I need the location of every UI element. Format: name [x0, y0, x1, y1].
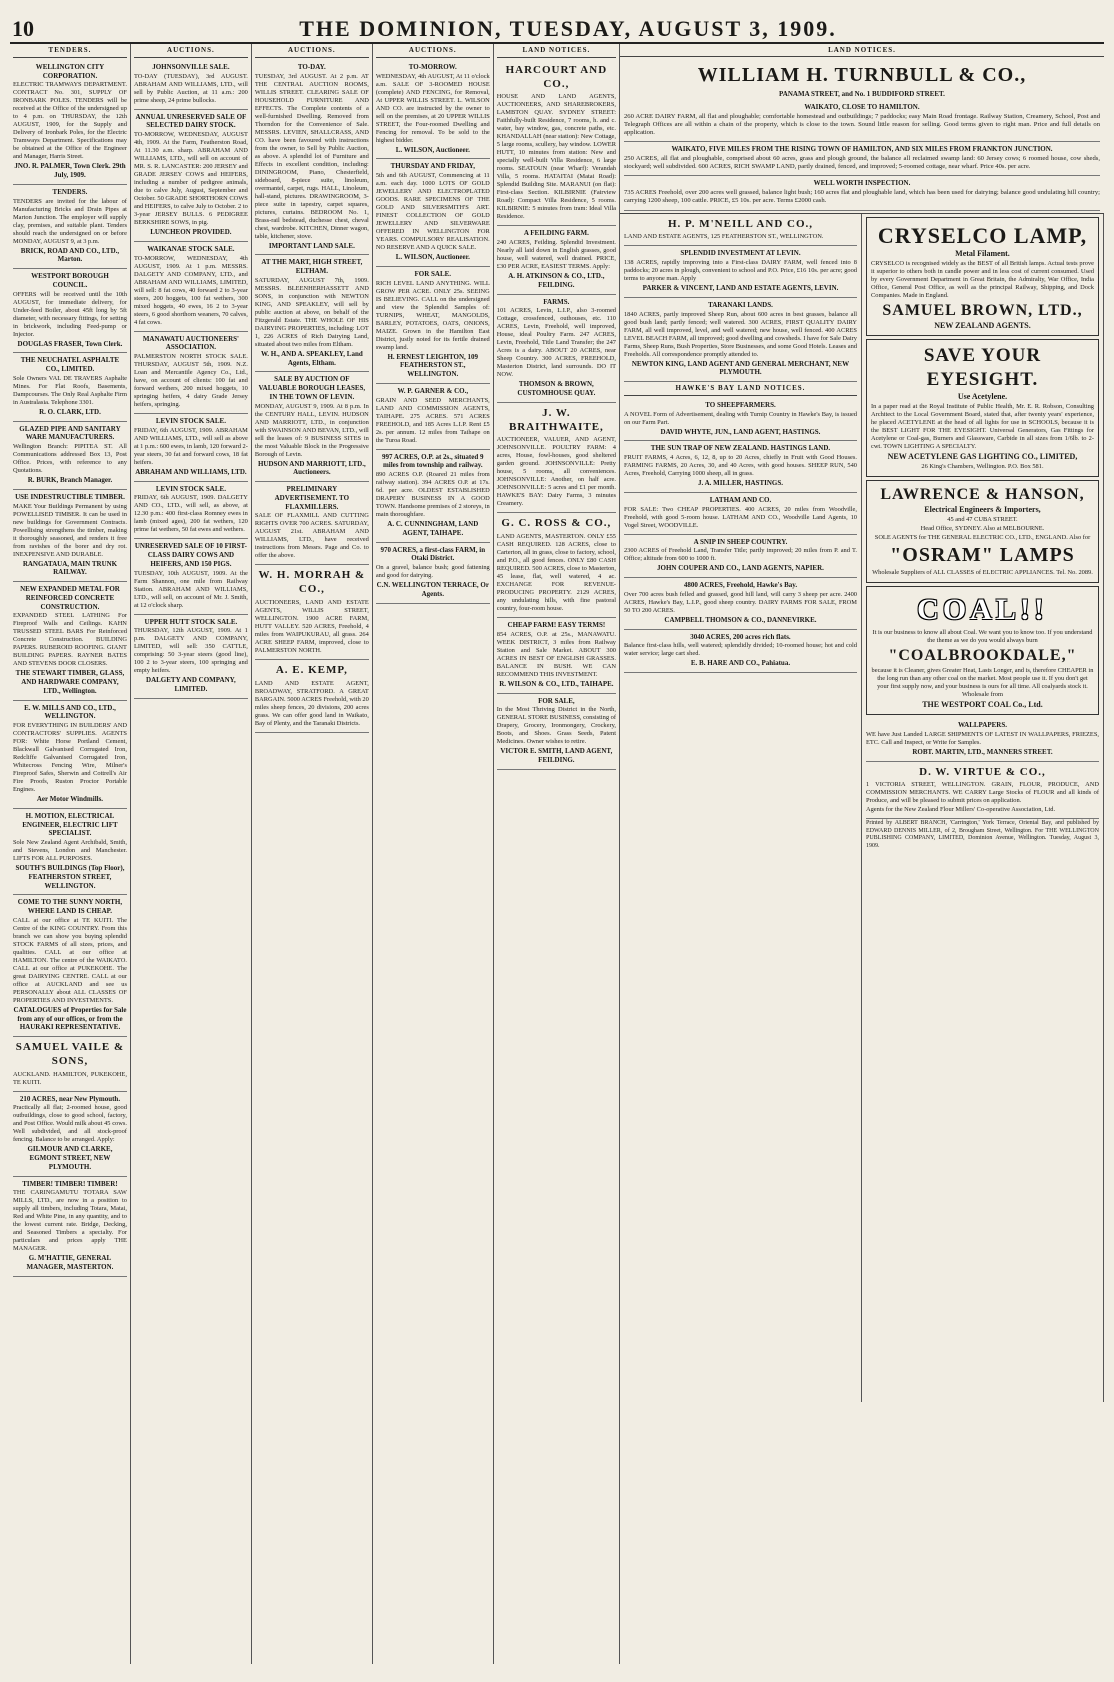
ad-heading: TIMBER! TIMBER! TIMBER! [22, 1179, 118, 1188]
ad-heading: WAIKATO, CLOSE TO HAMILTON. [804, 102, 920, 111]
ad-body: GRAIN AND SEED MERCHANTS, LAND AND COMMISSION AGENTS, TAIHAPE. 275 ACRES. 571 ACRES FREEHOLD, and 185 Acres L.I.P. Rent £5 2s. per annum. 12 miles from Taihape on the Turoa Road. [375, 396, 490, 444]
virtue-text: 1 VICTORIA STREET, WELLINGTON. GRAIN, FLOUR, PRODUCE, AND COMMISSION MERCHANTS. WE CARRY Large Stocks of FLOUR and all kinds of Produce, and will be pleased to submit prices on application. [865, 781, 1099, 805]
classified-ad [497, 403, 616, 514]
ad-signature: IMPORTANT LAND SALE. [268, 241, 355, 250]
ad-body: On a gravel, balance bush; good fattening and good for dairying. [375, 564, 490, 579]
ad-signature: HUDSON AND MARRIOTT, LTD., Auctioneers. [257, 459, 366, 477]
classified-ad [497, 513, 616, 618]
ad-heading: JOHNSONVILLE SALE. [152, 62, 230, 71]
ad-signature: ABRAHAM AND WILLIAMS, LTD. [135, 467, 247, 476]
classified-ad [624, 298, 857, 382]
ad-title: HARCOURT AND CO., [505, 63, 608, 90]
ad-body: LAND AND ESTATE AGENT, BROADWAY, STRATFORD. A GREAT BARGAIN. 5000 ACRES Freehold, with 20 miles sheep fences, 20 divisions, 200 acres grass. We can offer good land in Waikato, Bay of Plenty, and the Taranaki Districts. [254, 679, 369, 727]
ad-heading: TENDERS. [52, 187, 88, 196]
ad-heading: USE INDESTRUCTIBLE TIMBER. [15, 492, 125, 501]
ad-body: 138 ACRES, rapidly improving into a First-class DAIRY FARM, well fenced into 8 paddocks; 20 acres in plough, convenient to school and P.O. Price, £16 10s. per acre; good terms to anyone man. Apply [623, 259, 857, 283]
acetylene-ad [866, 339, 1099, 477]
virtue-ad [866, 762, 1099, 820]
ad-body: 735 ACRES Freehold, over 200 acres well grassed, balance light bush; 160 acres flat and ploughable land, which has been used for dairying; balance good undulating hill country; carrying 1200 sheep, 100 cattle. PRICE, £5 10s. per acre. Terms £2000 cash. [623, 189, 1100, 205]
ad-signature: SOUTH'S BUILDINGS (Top Floor), FEATHERSTON STREET, WELLINGTON. [15, 864, 125, 890]
ad-body: FOR EVERYTHING IN BUILDERS' AND CONTRACTORS' SUPPLIES. AGENTS FOR: White Horse Portland Cement, Blackwall Galvanised Corrugated Iron, Redcliffe Galvanised Corrugated Iron, Whitecross Fencing Wire, Milner's Fireproof Safes, Sherwin and Cottrell's Air Fire Proofs, Ruston Proctor Portable Engines. [13, 722, 127, 793]
ad-body: TUESDAY, 10th AUGUST, 1909. At the Farm Shannon, one mile from Railway Station. ABRAHAM AND WILLIAMS, LTD., will sell, on account of Mr. J. Smith, at 12 o'clock sharp. [133, 569, 248, 609]
ad-body: SATURDAY, AUGUST 7th, 1909. MESSRS. BLEENHERHASSETT AND SONS, in conjunction with NEWTON KING, AND SPEAKLEY, will sell by public auction at above, on behalf of the Fitzgerald Estate. THE WHOLE OF HIS DAIRYING PROPERTIES, including: LOT 1, 226 ACRES of Rich Dairying Land, situated about two miles from Eltham. [254, 276, 369, 348]
ad-signature: Aer Motor Windmills. [36, 795, 104, 803]
ad-signature: JNO. R. PALMER, Town Clerk. 29th July, 1909. [14, 162, 126, 179]
ad-heading: W. P. GARNER & CO., [397, 386, 469, 395]
wallpapers-heading: WALLPAPERS. [957, 721, 1008, 730]
ad-heading: A SNIP IN SHEEP COUNTRY. [693, 537, 788, 546]
land-lower-right [862, 214, 1104, 1402]
ad-body: A NOVEL Form of Advertisement, dealing with Turnip Country in Hawke's Bay, is issued on our Farm Part. [623, 410, 857, 426]
osram-firm-sub: Electrical Engineers & Importers, [924, 504, 1041, 514]
classified-ad [134, 539, 248, 614]
ad-body: SALE OF FLAXMILL AND CUTTING RIGHTS OVER 700 ACRES. SATURDAY, AUGUST 21st. ABRAHAM AND WILLIAMS, LTD., have received instructions from Messrs. Page and Co. to offer the above. [254, 512, 369, 560]
ad-heading: WESTPORT BOROUGH COUNCIL. [31, 272, 109, 289]
column-land-notices-1 [494, 44, 620, 1664]
column-auctions-3 [373, 44, 494, 1664]
osram-text: Wholesale Suppliers of ALL CLASSES of ELECTRIC APPLIANCES. Tel. No. 2089. [872, 568, 1093, 576]
cryselco-title: CRYSELCO LAMP, [877, 222, 1088, 248]
ad-body: Practically all flat; 2-roomed house, good outbuildings, close to good school, factory, and Post Office. Would milk about 45 cows. Well subdivided, and all stock-proof fencing. Balance to be arranged. Apply: [13, 1104, 127, 1144]
classified-ad [13, 1037, 127, 1092]
ad-heading: 210 ACRES, near New Plymouth. [19, 1094, 121, 1103]
classified-ad [134, 242, 248, 332]
column-heading: AUCTIONS. [134, 44, 248, 58]
classified-ad [497, 60, 616, 227]
ad-body: AUCKLAND. HAMILTON, PUKEKOHE, TE KUITI. [13, 1070, 127, 1086]
ad-heading: FARMS. [543, 297, 570, 306]
ad-heading: THURSDAY AND FRIDAY, [390, 162, 475, 171]
ad-heading: GLAZED PIPE AND SANITARY WARE MANUFACTURERS. [19, 424, 121, 442]
ad-heading: 970 ACRES, a first-class FARM, in Otaki District. [380, 545, 486, 563]
ad-signature: J. A. MILLER, HASTINGS. [697, 479, 783, 488]
ad-title: W. H. MORRAH & CO., [258, 569, 366, 595]
ad-body: THE CARINGAMUTU TOTARA SAW MILLS, LTD., are now in a position to supply all timbers, including Totara, Matai, Red and White Pine, in any quantity, and to the lowest current rate. Bridge, Decking, and Seasoned Timbers a specialty. For particulars and prices apply THE MANAGER. [13, 1189, 127, 1253]
ad-heading: WAIKATO, FIVE MILES FROM THE RISING TOWN OF HAMILTON, AND SIX MILES FROM FRANKTON JUNCTION. [671, 145, 1053, 154]
ad-body: FRIDAY, 6th AUGUST, 1909. ABRAHAM AND WILLIAMS, LTD., will sell as above at 1 p.m.: 600 ewes, in lamb, 120 forward 2-year steers, 30 fat and forward cows, 18 fat heifers. [133, 426, 248, 466]
acetylene-agent: NEW ACETYLENE GAS LIGHTING CO., LIMITED, [887, 451, 1078, 461]
classified-ad [624, 398, 857, 442]
classified-ad [376, 450, 490, 543]
ad-body: FRUIT FARMS, 4 Acres, 6, 12, 8, up to 20 Acres, chiefly in Fruit with Good Houses. FARMING FARMS, 20 Acres, 30, and 40 Acres, with good houses. SHEEP RUN, 540 Acres, Freehold, Carrying 1000 sheep, all in grass. [623, 454, 857, 478]
ad-heading: TO SHEEPFARMERS. [705, 400, 776, 409]
ad-heading: A FEILDING FARM. [523, 229, 589, 238]
auction-ads-2 [255, 60, 369, 733]
ad-title: SAMUEL VAILE & SONS, [15, 1041, 125, 1067]
classified-ad [13, 353, 127, 421]
masthead [10, 0, 1104, 44]
ad-signature: THOMSON & BROWN, CUSTOMHOUSE QUAY. [517, 380, 596, 397]
ad-body: Sole New Zealand Agent Archibald, Smith, and Stevens, London and Manchester. LIFTS FOR ALL PURPOSES. [13, 839, 127, 862]
ad-heading: FOR SALE. [414, 269, 452, 278]
acetylene-sub: Use Acetylene. [957, 391, 1008, 401]
ad-heading: H. MOTION, ELECTRICAL ENGINEER, ELECTRIC LIFT SPECIALIST. [22, 811, 118, 838]
classified-ad [255, 565, 369, 660]
column-heading: LAND NOTICES. [497, 44, 616, 58]
ad-body: RICH LEVEL LAND ANYTHING. WILL GROW PER ACRE. ONLY 25s. SEEING IS BELIEVING. CALL on the undersigned and view the Splendid Samples of: TURNIPS, WHEAT, MANGOLDS, BARLEY, POTATOES, OATS, ONIONS, MAIZE. Grown in the Hamilton East District, justly noted for its fertile drained swamp land. [375, 279, 490, 351]
cryselco-sub: Metal Filament. [955, 249, 1010, 259]
classified-ad [134, 615, 248, 699]
ad-signature: W. H., AND A. SPEAKLEY, Land Agents, Eltham. [260, 349, 363, 367]
osram-address: 45 and 47 CUBA STREET. [947, 515, 1018, 523]
ad-signature: JOHN COUPER AND CO., LAND AGENTS, NAPIER. [657, 564, 824, 573]
classified-ad [624, 578, 857, 630]
printer-imprint: Printed by ALBERT BRANCH, 'Carrington,' York Terrace, Oriental Bay, and published by EDWARD DENNIS MILLER, of 2, Brougham Street, Wellington. For THE WELLINGTON PUBLISHING COMPANY, LIMITED, Dominion Avenue, Wellington. Tuesday, August 3, 1909. [865, 820, 1099, 849]
ad-heading: E. W. MILLS AND CO., LTD., WELLINGTON. [24, 703, 116, 721]
osram-agents: SOLE AGENTS for THE GENERAL ELECTRIC CO., LTD., ENGLAND. Also for [874, 533, 1091, 541]
classified-ad [497, 618, 616, 694]
classified-ad [134, 414, 248, 482]
cryselco-ad [866, 217, 1099, 337]
classified-ad [13, 895, 127, 1037]
ad-body: FRIDAY, 6th AUGUST, 1909. DALGETY AND CO., LTD., will sell, as above, at 12.30 p.m.: 400 first-class Romney ewes in lamb (mixed ages), 200 fat wethers, 120 prime fat wethers, 50 fat ewes and wethers. [133, 494, 248, 534]
ad-body: WEDNESDAY, 4th AUGUST, At 11 o'clock a.m. SALE OF 3-ROOMED HOUSE (complete) AND FENCING, for Removal, At UPPER WILLIS STREET. L. WILSON AND CO. are instructed by the owner to sell on the premises, at 20 UPPER WILLIS STREET, the Four-roomed Dwelling and Fencing for removal. To be sold to the highest bidder. [375, 72, 490, 144]
ad-signature: CAMPBELL THOMSON & CO., DANNEVIRKE. [664, 615, 817, 624]
ad-signature: VICTOR E. SMITH, LAND AGENT, FEILDING. [500, 747, 613, 764]
ad-signature: THE STEWART TIMBER, GLASS, AND HARDWARE COMPANY, LTD., Wellington. [15, 669, 125, 695]
ad-heading: PRELIMINARY ADVERTISEMENT. TO FLAXMILLERS. [274, 485, 350, 511]
ad-heading: 3040 ACRES, 200 acres rich flats. [690, 632, 791, 641]
tender-ads [13, 60, 127, 1277]
classified-ad [497, 226, 616, 294]
ad-heading: MANAWATU AUCTIONEERS' ASSOCIATION. [142, 334, 239, 352]
cryselco-agent: SAMUEL BROWN, LTD., [882, 302, 1083, 320]
ad-signature: L. WILSON, Auctioneer. [395, 253, 470, 261]
ad-heading: UPPER HUTT STOCK SALE. [144, 617, 238, 626]
classified-ad [376, 159, 490, 267]
osram-branch: Head Office, SYDNEY. Also at MELBOURNE. [920, 524, 1045, 532]
ad-heading: AT THE MART, HIGH STREET, ELTHAM. [261, 258, 363, 275]
ad-title: G. C. ROSS & CO., [501, 517, 612, 530]
ad-heading: LEVIN STOCK SALE. [155, 417, 226, 425]
ad-signature: E. B. HARE AND CO., Pahiatua. [690, 659, 791, 668]
land-mid-ads [624, 214, 857, 383]
ad-body: 260 ACRE DAIRY FARM, all flat and ploughable; comfortable homestead and outbuildings; 7 paddocks; easy Main Road frontage. Railway Station, Creamery, School, Post and Telegraph Offices are all within a chain of the property, which is close to the town. Sound little reason for selling. Good terms given to right man. Price and full details on application. [623, 112, 1100, 136]
ad-signature: R. O. CLARK, LTD. [39, 407, 101, 416]
ad-heading: TARANAKI LANDS. [708, 300, 773, 309]
wallpapers-ad [866, 718, 1099, 762]
classified-ad [13, 1092, 127, 1177]
ad-body: ELECTRIC TRAMWAYS DEPARTMENT. CONTRACT No. 301, SUPPLY OF IRONBARK POLES. TENDERS will be received at the Office of the undersigned up to 4 p.m. on THURSDAY, the 12th AUGUST, 1909, for the Supply and Delivery of Ironbark Poles, for the Electric Tramways Department. Specifications may be obtained at the Office of the Engineer and Manager, Harris Street. [13, 81, 127, 161]
ad-body: TENDERS are invited for the labour of Manufacturing Bricks and Drain Pipes at Marton Junction. The employer will supply clay, premises, and suitable plant. Tenders should reach the undersigned on or before MONDAY, AUGUST 9, at 3 p.m. [13, 197, 127, 245]
ad-body: AUCTIONEERS, LAND AND ESTATE AGENTS, WILLIS STREET, WELLINGTON. 1900 ACRE FARM, HUTT VALLEY. 520 ACRES, Freehold, 4 miles from WAIPUKURAU, all grass. 264 ACRE SHEEP FARM, improved, close to PALMERSTON NORTH. [254, 598, 369, 654]
ad-heading: LEVIN STOCK SALE. [155, 484, 226, 493]
ad-body: EXPANDED STEEL LATHING For Fireproof Walls and Ceilings. KAHN TRUSSED STEEL BARS For Reinforced Concrete Construction. BUILDING PAPERS. RUBEROID ROOFING. GIANT BUILDING PAPERS. RAYNER BATES AND STEVENS DOOR CLOSERS. [13, 612, 127, 668]
land-lower [620, 214, 1104, 1402]
wallpapers-text: WE have Just Landed LARGE SHIPMENTS OF LATEST IN WALLPAPERS, FRIEZES, ETC. Call and Inspect, or Write for Samples. [865, 730, 1099, 746]
classified-ad [255, 372, 369, 482]
acetylene-title: SAVE YOUR EYESIGHT. [923, 345, 1042, 390]
ad-signature: C.N. WELLINGTON TERRACE, Or Agents. [376, 581, 489, 598]
wallpapers-firm: ROBT. MARTIN, LTD., MANNERS STREET. [912, 747, 1053, 756]
newspaper-page [10, 0, 1104, 1672]
classified-ad [13, 1177, 127, 1277]
coal-ad [866, 586, 1099, 716]
ad-body: 890 ACRES O.P. (Roared 21 miles from railway station). 394 ACRES O.P. at 17s. 6d. per acre. OLDEST ESTABLISHED DRAPERY BUSINESS IN A GOOD TOWN. Handsome premises of 2 storeys, in main thoroughfare. [375, 471, 490, 518]
ad-signature: PARKER & VINCENT, LAND AND ESTATE AGENTS, LEVIN. [642, 284, 839, 293]
ad-body: PALMERSTON NORTH STOCK SALE. THURSDAY, AUGUST 5th, 1909. N.Z. Loan and Mercantile Agency Co., Ltd., have, on account of clients: 100 fat and forward wethers, 200 mixed hoggets, 10 springing heifers, 4 dairy Grade Jersey heifers, springing. [133, 353, 248, 408]
ad-body: 2300 ACRES of Freehold Land, Transfer Title; partly improved; 20 miles from P. and T. Office; altitude from 600 to 1000 ft. [623, 547, 857, 563]
ad-heading: TO-DAY. [297, 62, 326, 71]
coal-title: COAL!! [917, 592, 1048, 626]
ad-heading: WELL WORTH INSPECTION. [813, 179, 911, 188]
ad-body: THURSDAY, 12th AUGUST, 1909. At 1 p.m. DALGETY AND COMPANY, LIMITED, will sell: 350 CATTLE, comprising: 50 3-year steers (good line), 100 2 to 3-year steers, 100 springing and empty heifers. [133, 627, 248, 675]
classified-ad [624, 214, 857, 247]
ad-body: 240 ACRES, Feilding. Splendid Investment. Nearly all laid down in English grasses, good house, well watered, well drained. PRICE, £30 PER ACRE, EASIEST TERMS. Apply: [496, 239, 616, 270]
ad-body: 5th and 6th AUGUST, Commencing at 11 a.m. each day. 1000 LOTS OF GOLD JEWELLERY AND ELECTROPLATED GOODS. RARE SPECIMENS OF THE GOLD AND SILVERSMITH'S ART. FINEST COLLECTION OF GOLD JEWELLERY AND SILVERWARE OFFERED IN WELLINGTON FOR YEARS. COMPULSORY REALISATION. NO RESERVE AND A QUICK SALE. [375, 172, 490, 251]
classified-ad [497, 295, 616, 403]
classified-ad [624, 246, 857, 298]
columns-area [10, 44, 1104, 1664]
turnbull-blocks [624, 100, 1100, 211]
virtue-heading: D. W. VIRTUE & CO., [919, 765, 1046, 778]
classified-ad [13, 582, 127, 701]
ad-heading: COME TO THE SUNNY NORTH, WHERE LAND IS CHEAP. [17, 898, 123, 915]
classified-ad [13, 422, 127, 490]
ad-body: CALL at our office at TE KUITI. The Centre of the KING COUNTRY. From this branch we can show you buying splendid STOCK FARMS of all sizes, prices, and qualities. CALL at our office at HAMILTON. The centre of the WAIKATO. CALL at our office at PUKEKOHE. The great DAIRYING CENTRE. CALL at our office at AUCKLAND and see us PERSONALLY about ALL CLASSES OF PROPERTIES AND INVESTMENTS. [13, 916, 127, 1004]
ad-heading: TO-MORROW. [408, 62, 457, 71]
classified-ad [134, 60, 248, 110]
ad-title: H. P. M'NEILL AND CO., [667, 217, 814, 230]
turnbull-address: PANAMA STREET, and No. 1 BUDDIFORD STREET. [779, 90, 945, 98]
ad-signature: DOUGLAS FRASER, Town Clerk. [17, 339, 123, 348]
coal-text: It is our business to know all about Coal. We want you to know too. If you understand the theme as we do you would always burn [872, 629, 1093, 645]
ad-signature: DALGETY AND COMPANY, LIMITED. [146, 676, 236, 693]
ad-heading: 997 ACRES, O.P. at 2s., situated 9 miles from township and railway. [382, 452, 484, 470]
cryselco-agent-sub: NEW ZEALAND AGENTS. [934, 321, 1031, 331]
auction-ads-3 [376, 60, 490, 604]
ad-heading: THE SUN TRAP OF NEW ZEALAND. HASTINGS LAND. [650, 444, 831, 453]
classified-ad [255, 255, 369, 372]
ad-body: LAND AND ESTATE AGENTS, 125 FEATHERSTON ST., WELLINGTON. [623, 233, 824, 241]
newspaper-title: THE DOMINION, TUESDAY, AUGUST 3, 1909. [299, 16, 837, 41]
classified-ad [624, 176, 1100, 210]
classified-ad [624, 535, 857, 579]
ad-heading: NEW EXPANDED METAL FOR REINFORCED CONCRETE CONSTRUCTION. [20, 585, 120, 611]
ad-body: TO-MORROW, WEDNESDAY, 4th AUGUST, 1909. At 1 p.m. MESSRS. DALGETY AND COMPANY, LTD., and ABRAHAM AND WILLIAMS, LIMITED, will sell: 8 fat cows, 40 forward 2 to 3-year steers, 200 hoggets, 100 fat wethers, 300 mixed hoggets, 40 ewes, 16 2 to 3-year steers, 6 good shorthorn weaners, 70 calves, 4 fat cows. [133, 254, 248, 326]
column-tenders [10, 44, 131, 1664]
ad-body: OFFERS will be received until the 10th AUGUST, for immediate delivery, for Under-feed Boiler, about 45ft long by 5ft diameter, with necessary fittings, for setting in brickwork, including Feed-pump or Injector. [13, 290, 127, 338]
classified-ad [134, 482, 248, 540]
ad-heading: SPLENDID INVESTMENT AT LEVIN. [680, 249, 801, 258]
turnbull-title: WILLIAM H. TURNBULL & CO., [697, 64, 1027, 86]
hawkes-heading: HAWKE'S BAY LAND NOTICES. [624, 382, 857, 396]
ad-body: Sole Owners VAL DE TRAVERS Asphalte Mines. For Flat Roofs, Basements, Dampcourses. The Only Real Asphalte Firm in Australasia. Telephone 3301. [13, 374, 127, 406]
classified-ad [376, 267, 490, 384]
auction-ads-1 [134, 60, 248, 699]
classified-ad [255, 660, 369, 733]
cryselco-text: CRYSELCO is recognised widely as the BEST of all British lamps. Actual tests prove it superior to others both in candle power and in less cost of current consumed. Used by every Government Department in Great Britain, the Admiralty, War Office, India Office, General Post Office, as well as the principal Railway, Shipping, and Dock Companies. Made in England. [870, 260, 1094, 300]
coal-text-2: because it is Cleaner, gives Greater Heat, Lasts Longer, and is, therefore CHEAPER in the long run than any other coal on the market. Most people use it. If you don't get your first supply now, and your business is ours for all time. All coalyards stock it. Wholesale from [871, 667, 1094, 699]
classified-ad [13, 60, 127, 185]
ad-signature: H. ERNEST LEIGHTON, 109 FEATHERSTON ST., WELLINGTON. [387, 352, 479, 378]
ad-heading: FOR SALE, [538, 696, 575, 705]
column-heading: AUCTIONS. [376, 44, 490, 58]
ad-signature: LUNCHEON PROVIDED. [150, 228, 232, 236]
ad-signature: L. WILSON, Auctioneer. [395, 145, 470, 154]
classified-ad [134, 332, 248, 415]
ad-heading: LATHAM AND CO. [709, 495, 772, 504]
ad-signature: A. C. CUNNINGHAM, LAND AGENT, TAIHAPE. [387, 520, 479, 537]
classified-ad [376, 543, 490, 604]
osram-title: "OSRAM" LAMPS [890, 543, 1075, 566]
classified-ad [376, 384, 490, 450]
osram-ad [866, 480, 1099, 583]
land-lower-left [620, 214, 862, 1402]
ad-body: 250 ACRES, all flat and ploughable, comprised about 60 acres, grass and plough ground, the balance all reclaimed swamp land: 60 Jersey cows; 6 roomed house, cow sheds, stockyard; well subdivided. 600 ACRES, RICH SWAMP LAND, partly drained, fenced, and improved; 5-roomed cottage, near wharf. Price 40s. per acre. [623, 154, 1100, 171]
ad-signature: CATALOGUES of Properties for Sale from any of our offices, or from the HAURAKI REPRESENTATIVE. [13, 1005, 127, 1032]
ad-signature: A. H. ATKINSON & CO., LTD., FEILDING. [508, 272, 605, 289]
classified-ad [255, 482, 369, 565]
land-notices-wide [620, 44, 1104, 1664]
column-auctions-2 [252, 44, 373, 1664]
column-heading: AUCTIONS. [255, 44, 369, 58]
classified-ad [13, 809, 127, 896]
ad-body: FOR SALE: Two CHEAP PROPERTIES. 400 ACRES, 20 miles from Woodville, Freehold, with good 5-room house. LATHAM AND CO., Woodville Land Agents, 10 Vogel Street, WOODVILLE. [623, 505, 857, 529]
ad-body: 101 ACRES, Levin, L.I.P., also 3-roomed Cottage, crossfenced, outhouses, etc. 110 ACRES, Levin, Freehold, well improved, House, ideal Poultry Farm. 247 ACRES, Levin, Freehold, Title Land Transfer; the 247 Acres is a dairy. ABOUT 20 ACRES, near Sheep Country. 300 ACRES, FREEHOLD, Masterton District, land surrounds. DO IT NOW. [496, 307, 616, 379]
ad-heading: 4800 ACRES, Freehold, Hawke's Bay. [683, 581, 798, 590]
ad-body: TO-MORROW, WEDNESDAY, AUGUST 4th, 1909. At the Farm, Featherston Road, At 11.30 a.m. sharp. ABRAHAM AND WILLIAMS, LTD., will sell on account of MR. S. R. LANCASTER: 200 JERSEY and GRADE JERSEY COWS and HEIFERS, including a number of pedigree animals, due to calve July, August, September and October. 50 GRADE SHORTHORN COWS and HEIFERS, to calve July to October. 2 to 3-year JERSEY BULLS. 6 PEDIGREE BERKSHIRE SOWS, in pig. [133, 131, 248, 226]
column-heading: LAND NOTICES. [620, 44, 1104, 57]
acetylene-address: 26 King's Chambers, Wellington. P.O. Box 581. [921, 462, 1044, 470]
ad-signature: BRICK, ROAD AND CO., LTD., Marton. [20, 246, 120, 264]
land-ads-1 [497, 60, 616, 770]
ad-body: AUCTIONEER, VALUER, AND AGENT, JOHNSONVILLE. POULTRY FARM: 4 acres, House, fowl-houses, good sheltered garden ground. JOHNSONVILLE: Pretty house, 5 rooms, all conveniences. JOHNSONVILLE: Another, on half acre. JOHNSONVILLE: 5 acres and £1 per month. HAWKE'S BAY: Dairy Farms, 3 minutes Creamery. [496, 436, 616, 508]
acetylene-text: In a paper read at the Royal Institute of Public Health, Mr. E. R. Robson, Consulting Architect to the Local Government Board, stated that, after twenty years' experience, he placed ACETYLENE at the head of all lights for use in SCHOOLS, because it is the BEST LIGHT FOR THE EYESIGHT. Universal Generators, Gas Fittings for Acetylene or Coal-gas, Burners and Glassware, Carbide in all sizes from 1/6lb. to 2-cwt. TOWN LIGHTING A SPECIALTY. [870, 402, 1094, 450]
ad-signature: R. WILSON & CO., LTD., TAIHAPE. [499, 679, 614, 688]
classified-ad [134, 110, 248, 242]
ad-body: HOUSE AND LAND AGENTS, AUCTIONEERS, AND SHAREBROKERS, LAMBTON QUAY. SYDNEY STREET: Faithfully-built Residence, 7 rooms, h. and c. water, bay window, gas, concrete paths, etc. KHANDALLAH (near station): New Cottage, 5 large rooms, scullery, bay window. LOWER HUTT, 10 minutes from station: New and specially well-built Villa Residence, 6 large rooms. SEATOUN (near Wharf): Verandah Villa, 5 rooms. HATAITAI (Matai Road): Splendid Building Site. MARANUI (on flat): First-class Section. KILBIRNIE (Fairview Road): Compact Villa Residence, 5 rooms. KILBIRNIE: 5 minutes from tram: Ideal Villa Residence. [496, 93, 616, 221]
classified-ad [13, 490, 127, 582]
ad-body: Balance first-class hills, well watered; splendidly divided; 10-roomed house; hot and cold water service; large cart shed. [623, 642, 857, 658]
ad-body: In the Most Thriving District in the North, GENERAL STORE BUSINESS, consisting of Drapery, Grocery, Ironmongery, Crockery, Boots, and Shoes. Grass Seeds, Patent Medicines. Owner wishes to retire. [496, 706, 616, 746]
ad-heading: CHEAP FARM! EASY TERMS! [507, 621, 606, 629]
turnbull-ad [620, 59, 1104, 214]
ad-body: TUESDAY, 3rd AUGUST. At 2 p.m. AT THE CENTRAL AUCTION ROOMS, WILLIS STREET. CLEARING SALE OF HOUSEHOLD FURNITURE AND EFFECTS. The Complete contents of a well-furnished Dwelling. Removed from Thorndon for the Convenience of Sale. MESSRS. LEVIEN, SHALLCRASS, AND CO. have been favoured with instructions from the owner, to Sell by Public Auction, as above. A splendid lot of Furniture and Effects in excellent condition, including: DININGROOM, Piano, Chesterfield, sideboard, 8-piece suite, linoleum, overmantel, carpet, rugs. HALL, Linoleum, hall-stand, pictures. DRAWINGROOM, 3-piece suite in tapestry, carpet squares, pictures, curtains. BEDROOM No. 1, Brass-rail bedstead, duchesse chest, cheval chest, wardrobe. KITCHEN, Dinner wagon, table, kitchener, stove. [254, 72, 369, 240]
classified-ad [624, 441, 857, 493]
classified-ad [624, 142, 1100, 176]
classified-ad [624, 100, 1100, 142]
ad-signature: NEWTON KING, LAND AGENT AND GENERAL MERCHANT, NEW PLYMOUTH. [631, 359, 850, 377]
ad-signature: RANGATAUA, MAIN TRUNK RAILWAY. [22, 559, 118, 577]
ad-heading: SALE BY AUCTION OF VALUABLE BOROUGH LEASES, IN THE TOWN OF LEVIN. [258, 375, 366, 401]
classified-ad [13, 701, 127, 809]
classified-ad [624, 630, 857, 674]
osram-firm: LAWRENCE & HANSON, [880, 485, 1085, 503]
classified-ad [13, 185, 127, 269]
ad-signature: R. BURK, Branch Manager. [27, 476, 113, 484]
virtue-foot: Agents for the New Zealand Flour Millers' Co-operative Association, Ltd. [865, 806, 1056, 814]
ad-body: 1840 ACRES, partly improved Sheep Run, about 600 acres in best grasses, balance all good bush land; partly fenced; well watered. 300 ACRES, FIRST QUALITY DAIRY FARM, all well improved, level, and well watered; new house, well fenced. 400 ACRES LEVEL BEACH FARM, all improved; good dwelling and cowsheds. I have for Sale Dairy Farms, Sheep Runs, Bush Properties, Store Businesses, and some Good Hotels. Leases and Freeholds. All correspondence promptly attended to. [623, 310, 857, 358]
ad-signature: DAVID WHYTE, JUN., LAND AGENT, HASTINGS. [660, 427, 821, 436]
ad-title: A. E. KEMP, [275, 663, 348, 676]
classified-ad [376, 60, 490, 160]
ad-signature: GILMOUR AND CLARKE, EGMONT STREET, NEW PLYMOUTH. [27, 1145, 113, 1171]
classified-ad [13, 269, 127, 353]
classified-ad [624, 493, 857, 535]
ad-signature: G. M'HATTIE, GENERAL MANAGER, MASTERTON. [26, 1254, 114, 1271]
ad-heading: ANNUAL UNRESERVED SALE OF SELECTED DAIRY STOCK. [135, 112, 247, 130]
hawkes-ads [624, 398, 857, 673]
ad-heading: THE NEUCHATEL ASPHALTE CO., LIMITED. [20, 356, 120, 373]
ad-heading: WELLINGTON CITY CORPORATION. [35, 62, 105, 80]
ad-body: MAKE Your Buildings Permanent by using POWELLISED TIMBER. It can be used in new buildings for Government Contracts. Powellising strengthens the timber, making it thoroughly seasoned, and renders it free from ravishes of the borer and dry rot. INEXPENSIVE AND DURABLE. [13, 502, 127, 558]
ad-body: MONDAY, AUGUST 9, 1909. At 8 p.m. In the CENTURY HALL, LEVIN. HUDSON AND MARRIOTT, LTD., in conjunction with SWAINSON AND BEVAN, LTD., will sell the leases of: 9 BUSINESS SITES in the most Valuable Block in the Progressive Borough of Levin. [254, 402, 369, 458]
classified-ad [497, 694, 616, 770]
ad-body: 854 ACRES, O.P. at 25s., MANAWATU. WEEK DISTRICT, 3 miles from Railway Station and Sale Market. ABOUT 300 ACRES IN BEST OF ENGLISH GRASSES. BALANCE IN BUSH. WE CAN RECOMMEND THIS INVESTMENT. [496, 630, 616, 678]
ad-title: J. W. BRAITHWAITE, [508, 406, 604, 433]
coal-brand: "COALBROOKDALE," [888, 647, 1077, 665]
ad-body: TO-DAY (TUESDAY), 3rd AUGUST. ABRAHAM AND WILLIAMS, LTD., will sell by Public Auction, at 11 a.m.: 200 prime sheep, 24 prime bullocks. [133, 72, 248, 104]
classified-ad [255, 60, 369, 256]
column-heading: TENDERS. [13, 44, 127, 58]
ad-body: Over 700 acres bush felled and grassed, good hill land, will carry 3 sheep per acre. 2400 ACRES, Hawke's Bay, L.I.P., good sheep country. DAIRY FARMS FOR SALE, FROM 50 TO 200 ACRES. [623, 590, 857, 614]
ad-body: Wellington Branch: PIPITEA ST. All Communications addressed Box 13, Post Office. Prices, with reference to any Quotations. [13, 443, 127, 474]
ad-heading: UNRESERVED SALE OF 10 FIRST-CLASS DAIRY COWS AND HEIFERS, AND 150 PIGS. [134, 542, 247, 568]
ad-body: LAND AGENTS, MASTERTON. ONLY £55 CASH REQUIRED. 128 ACRES, close to Carterton, all in grass, close to factory, school, and P.O., all good fences. ONLY £80 CASH REQUIRED. 500 ACRES, close to Masterton, 45 lease, flat, well watered, 4 ac. EXCHANGE FOR REVENUE-PRODUCING PROPERTY. 2129 ACRES, any undulating hills, with fine pastoral country, four-room house. [496, 533, 616, 612]
coal-firm: THE WESTPORT COAL Co., Ltd. [922, 700, 1043, 710]
page-number: 10 [12, 16, 34, 41]
ad-heading: WAIKANAE STOCK SALE. [147, 244, 235, 253]
column-auctions-1 [131, 44, 252, 1664]
